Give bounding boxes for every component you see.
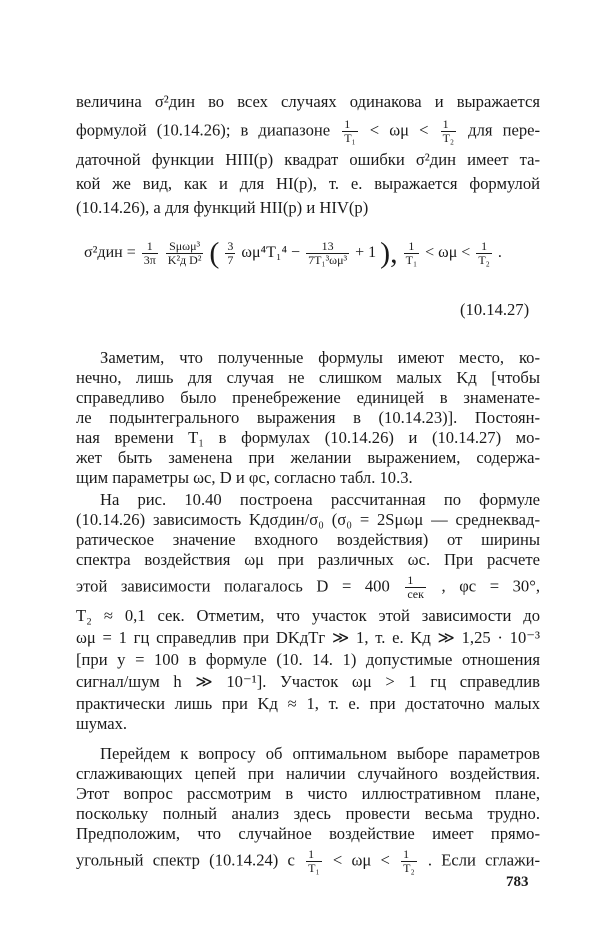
fraction-numerator: 3 xyxy=(227,239,234,253)
text-line-8: справедливо было пренебрежение единицей в знаменате- xyxy=(76,388,540,407)
line-29-text-b: < ωμ < xyxy=(332,850,390,870)
text-line-21: сигнал/шум h ≫ 10⁻¹]. Участок ωμ > 1 гц справедлив xyxy=(76,672,540,691)
formula-plus-one: + 1 xyxy=(355,244,377,262)
text-line-10: ная времени T₁ в формулах (10.14.26) и (10.14.27) мо- xyxy=(76,428,540,447)
fraction-denominator: сек xyxy=(407,587,424,601)
fraction-numerator: 1 xyxy=(476,240,492,254)
fraction-numerator: 1 xyxy=(404,240,420,254)
line-29-text-a: угольный спектр (10.14.24) с xyxy=(76,850,295,870)
line-2-text-c: для пере- xyxy=(468,120,541,140)
fraction-numerator: 1 xyxy=(405,574,426,588)
fraction-denominator: T₁ xyxy=(308,861,320,875)
text-line-2 xyxy=(76,118,540,145)
formula-open-paren: ( xyxy=(209,236,220,270)
fraction-denominator: T₂ xyxy=(403,861,415,875)
text-line-24: Перейдем к вопросу об оптимальном выборе параметров xyxy=(100,744,540,763)
fraction-denominator: T₂ xyxy=(478,253,490,267)
line-17-text-a: этой зависимости полагалось D = 400 xyxy=(76,576,390,596)
text-line-29 xyxy=(76,848,540,875)
text-line-13: На рис. 10.40 построена рассчитанная по формуле xyxy=(100,490,540,509)
fraction-one-over-t2 xyxy=(441,118,457,145)
text-line-16: спектра воздействия ωμ при различных ωc. При расчете xyxy=(76,550,540,569)
fraction-one-over-t1 xyxy=(306,848,322,875)
formula-lhs: σ²дин = xyxy=(84,244,136,262)
text-line-18: T₂ ≈ 0,1 сек. Отметим, что участок этой зависимости до xyxy=(76,606,540,625)
text-line-11: жет быть заменена при желании выражением, содержа- xyxy=(76,448,540,467)
fraction-numerator: 1 xyxy=(142,240,158,254)
formula-close-paren: ), xyxy=(380,236,398,270)
fraction-denominator: T₁ xyxy=(405,253,418,267)
text-line-27: поскольку полный анализ здесь провести весьма трудно. xyxy=(76,804,540,823)
fraction-numerator: 1 xyxy=(342,118,358,132)
line-2-text-b: < ωμ < xyxy=(369,120,429,140)
fraction-one-over-sec xyxy=(405,574,426,601)
text-line-25: сглаживающих цепей при наличии случайного воздействия. xyxy=(76,764,540,783)
text-line-26: Этот вопрос рассмотрим в чисто иллюстративном плане, xyxy=(76,784,540,803)
formula-fraction-4 xyxy=(306,240,349,267)
text-line-5: (10.14.26), а для функций HII(p) и HIV(p) xyxy=(76,198,369,217)
fraction-denominator: T₂ xyxy=(442,131,455,145)
formula-10-14-27 xyxy=(84,236,544,270)
formula-middle-term: ωμ⁴T₁⁴ − xyxy=(241,244,301,262)
formula-fraction-2 xyxy=(166,240,204,267)
line-29-text-c: . Если сглажи- xyxy=(427,850,541,870)
fraction-denominator: 3π xyxy=(143,253,156,267)
text-line-12: щим параметры ωc, D и φc, согласно табл. 10.3. xyxy=(76,468,413,487)
text-line-14: (10.14.26) зависимость Kдσдин/σ₀ (σ₀ = 2Sμωμ — среднеквад- xyxy=(76,510,540,529)
fraction-denominator: 7T₁³ωμ³ xyxy=(308,253,348,267)
formula-fraction-3 xyxy=(225,240,235,267)
fraction-numerator: Sμωμ³ xyxy=(166,240,204,254)
fraction-numerator: 1 xyxy=(401,848,417,862)
text-line-6: Заметим, что полученные формулы имеют место, ко- xyxy=(100,348,540,367)
fraction-denominator: K²д D² xyxy=(167,253,202,267)
equation-number: (10.14.27) xyxy=(460,300,530,319)
line-2-text-a: формулой (10.14.26); в диапазоне xyxy=(76,120,331,140)
fraction-numerator: 1 xyxy=(441,118,457,132)
page-number: 783 xyxy=(506,874,529,890)
text-line-17 xyxy=(76,574,540,601)
text-line-7: нечно, лишь для случая не слишком малых Kд [чтобы xyxy=(76,368,540,387)
fraction-one-over-t2 xyxy=(401,848,417,875)
fraction-denominator: T₁ xyxy=(344,131,356,145)
text-line-1: величина σ²дин во всех случаях одинакова и выражается xyxy=(76,92,540,111)
formula-fraction-1 xyxy=(142,240,158,267)
formula-fraction-5 xyxy=(404,240,420,267)
text-line-28: Предположим, что случайное воздействие имеет прямо- xyxy=(76,824,540,843)
fraction-numerator: 13 xyxy=(306,240,349,254)
text-line-22: практически лишь при Kд ≈ 1, т. е. при достаточно малых xyxy=(76,694,540,713)
formula-condition: < ωμ < xyxy=(425,244,471,262)
text-line-4: кой же вид, как и для HI(p), т. е. выражается формулой xyxy=(76,174,540,193)
fraction-denominator: 7 xyxy=(227,253,234,267)
fraction-one-over-t1 xyxy=(342,118,358,145)
text-line-19: ωμ = 1 гц справедлив при DKдTг ≫ 1, т. е. Kд ≫ 1,25 · 10⁻³ xyxy=(76,628,540,647)
formula-fraction-6 xyxy=(476,240,492,267)
fraction-numerator: 1 xyxy=(306,848,322,862)
text-line-9: ле подынтегрального выражения в (10.14.23)]. Постоян- xyxy=(76,408,540,427)
text-line-3: даточной функции HIII(p) квадрат ошибки σ²дин имеет та- xyxy=(76,150,540,169)
text-line-23: шумах. xyxy=(76,714,128,733)
line-17-text-b: , φc = 30°, xyxy=(441,576,540,596)
text-line-20: [при y = 100 в формуле (10. 14. 1) допустимые отношения xyxy=(76,650,540,669)
text-line-15: ратическое значение входного воздействия) от ширины xyxy=(76,530,540,549)
formula-end: . xyxy=(497,244,502,262)
